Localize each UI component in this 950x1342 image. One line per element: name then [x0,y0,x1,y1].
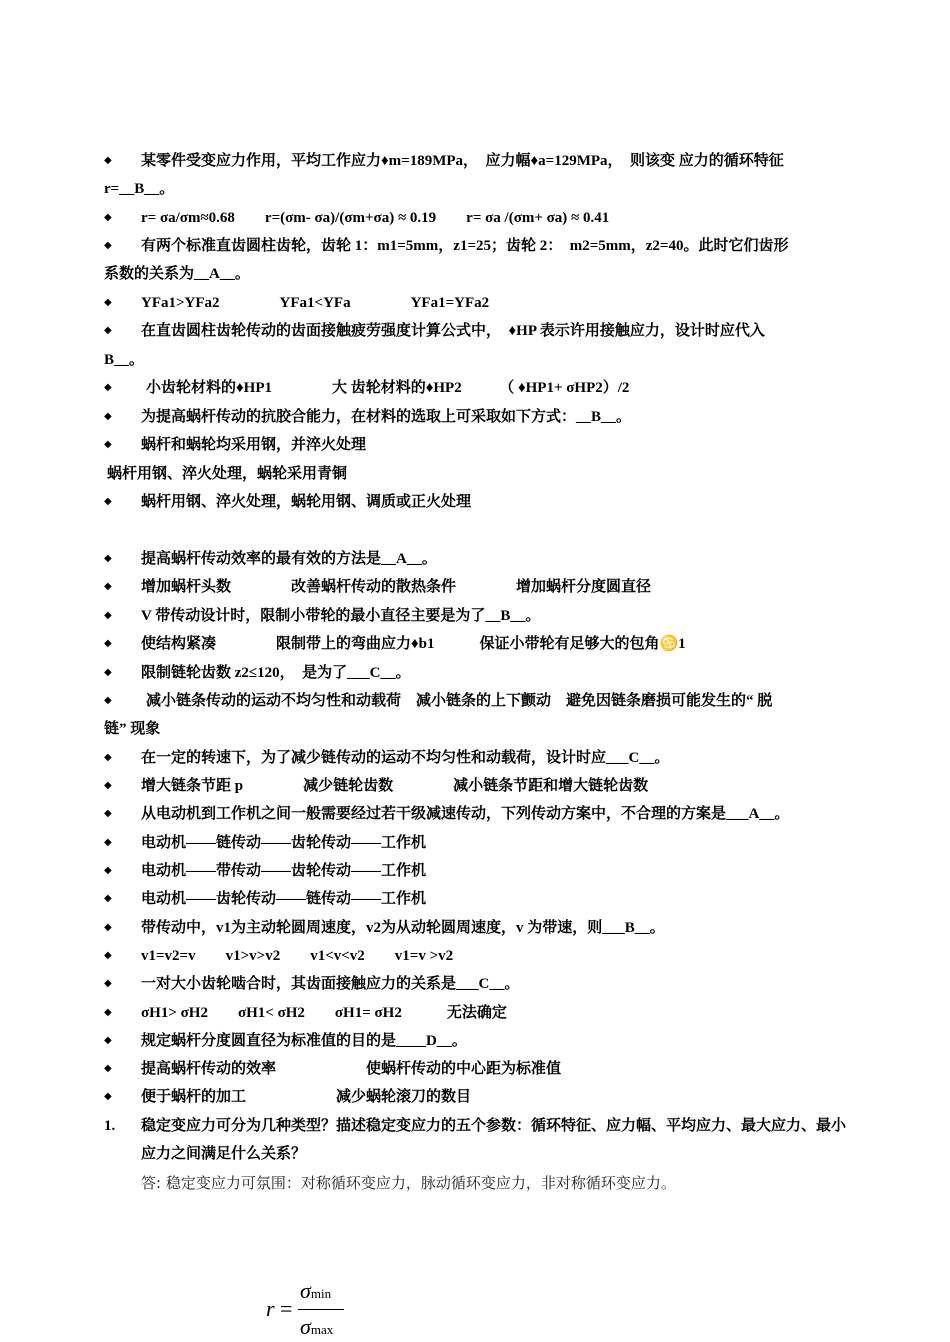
item-text: 增大链条节距 p 减少链轮齿数 减小链条节距和增大链轮齿数 [141,778,649,794]
numbered-question [104,1112,849,1172]
bullet-icon: ◆ [104,581,112,592]
item-text: 系数的关系为__A__。 [104,266,250,282]
item-text: 电动机——链传动——齿轮传动——工作机 [141,835,427,851]
item-text: YFa1>YFa2 YFa1<YFa YFa1=YFa2 [141,295,490,311]
bullet-icon: ◆ [104,297,112,308]
item-text: σH1> σH2 σH1< σH2 σH1= σH2 无法确定 [141,1005,507,1021]
bullet-icon: ◆ [104,382,112,393]
bullet-icon: ◆ [104,496,112,507]
bullet-icon: ◆ [104,610,112,621]
item-text: 蜗杆和蜗轮均采用钢，并淬火处理 [141,437,367,453]
formula-lhs: r [266,1296,275,1321]
bullet-icon: ◆ [104,553,112,564]
item-text: 电动机——齿轮传动——链传动——工作机 [141,891,427,907]
bullet-icon: ◆ [104,1007,112,1018]
fraction-bar [298,1309,344,1310]
item-text: 蜗杆用钢、淬火处理，蜗轮采用青铜 [107,466,348,482]
bullet-icon: ◆ [104,922,112,933]
bullet-icon: ◆ [104,808,112,819]
bullet-icon: ◆ [104,1063,112,1074]
formula-equals: = [280,1296,293,1321]
bullet-icon: ◆ [104,752,112,763]
formula-numerator: σmin [300,1278,332,1303]
item-text: 带传动中，v1为主动轮圆周速度，v2为从动轮圆周速度，v 为带速，则___B__。 [141,920,665,936]
bullet-icon: ◆ [104,155,112,166]
bullet-icon: ◆ [104,695,112,706]
item-text: B__。 [104,352,145,368]
item-text: 为提高蜗杆传动的抗胶合能力，在材料的选取上可采取如下方式：__B__。 [141,409,632,425]
bullet-icon: ◆ [104,1035,112,1046]
item-text: 一对大小齿轮啮合时，其齿面接触应力的关系是___C__。 [141,976,520,992]
item-text: 限制链轮齿数 z2≤120， 是为了___C__。 [141,665,411,681]
item-text: 在直齿圆柱齿轮传动的齿面接触疲劳强度计算公式中， ♦HP 表示许用接触应力，设计时应代入 [141,323,765,339]
item-text: 提高蜗杆传动效率的最有效的方法是__A__。 [141,551,437,567]
bullet-icon: ◆ [104,667,112,678]
bullet-icon: ◆ [104,978,112,989]
bullet-icon: ◆ [104,1091,112,1102]
item-text: 减小链条传动的运动不均匀性和动载荷 减小链条的上下颤动 避免因链条磨损可能发生的“ 脱 [146,693,773,709]
bullet-icon: ◆ [104,439,112,450]
item-text: 便于蜗杆的加工 减少蜗轮滚刀的数目 [141,1089,472,1105]
item-text: 使结构紧凑 限制带上的弯曲应力♦b1 保证小带轮有足够大的包角♋1 [141,636,686,652]
question-text: 稳定变应力可分为几种类型？描述稳定变应力的五个参数：循环特征、应力幅、平均应力、最大应力、最小应力之间满足什么关系？ [141,1118,847,1162]
item-text: 小齿轮材料的♦HP1 大 齿轮材料的♦HP2 （ ♦HP1+ σHP2）/2 [146,380,630,396]
item-text: 提高蜗杆传动的效率 使蜗杆传动的中心距为标准值 [141,1061,562,1077]
item-text: r=__B__。 [104,181,175,197]
bullet-icon: ◆ [104,893,112,904]
item-text: 从电动机到工作机之间一般需要经过若干级减速传动，下列传动方案中，不合理的方案是___A__。 [141,806,790,822]
item-text: 增加蜗杆头数 改善蜗杆传动的散热条件 增加蜗杆分度圆直径 [141,579,652,595]
item-text: v1=v2=v v1>v>v2 v1<v<v2 v1=v >v2 [141,948,454,964]
formula-cycle-ratio [266,1278,356,1342]
bullet-icon: ◆ [104,212,112,223]
item-text: 链” 现象 [104,721,161,737]
bullet-icon: ◆ [104,837,112,848]
item-text: 某零件受变应力作用，平均工作应力♦m=189MPa， 应力幅♦a=129MPa， 则该变 应力的循环特征 [141,153,784,169]
item-text: 有两个标准直齿圆柱齿轮，齿轮 1：m1=5mm，z1=25；齿轮 2： m2=5mm，z2=40。此时它们齿形 [141,238,789,254]
formula-denominator: σmax [300,1314,334,1339]
bullet-icon: ◆ [104,240,112,251]
bullet-icon: ◆ [104,638,112,649]
item-text: V 带传动设计时，限制小带轮的最小直径主要是为了__B__。 [141,608,541,624]
item-text: r= σa/σm≈0.68 r=(σm- σa)/(σm+σa) ≈ 0.19 r= σa /(σm+ σa) ≈ 0.41 [141,210,610,226]
question-number: 1. [104,1118,116,1134]
bullet-icon: ◆ [104,411,112,422]
bullet-icon: ◆ [104,325,112,336]
bullet-icon: ◆ [104,950,112,961]
item-text: 规定蜗杆分度圆直径为标准值的目的是____D__。 [141,1033,467,1049]
answer-text: 答: 稳定变应力可氛围：对称循环变应力，脉动循环变应力，非对称循环变应力。 [141,1174,676,1192]
item-text: 在一定的转速下，为了减少链传动的运动不均匀性和动载荷，设计时应___C__。 [141,750,670,766]
bullet-icon: ◆ [104,865,112,876]
item-text: 蜗杆用钢、淬火处理，蜗轮用钢、调质或正火处理 [141,494,472,510]
bullet-icon: ◆ [104,780,112,791]
item-text: 电动机——带传动——齿轮传动——工作机 [141,863,427,879]
